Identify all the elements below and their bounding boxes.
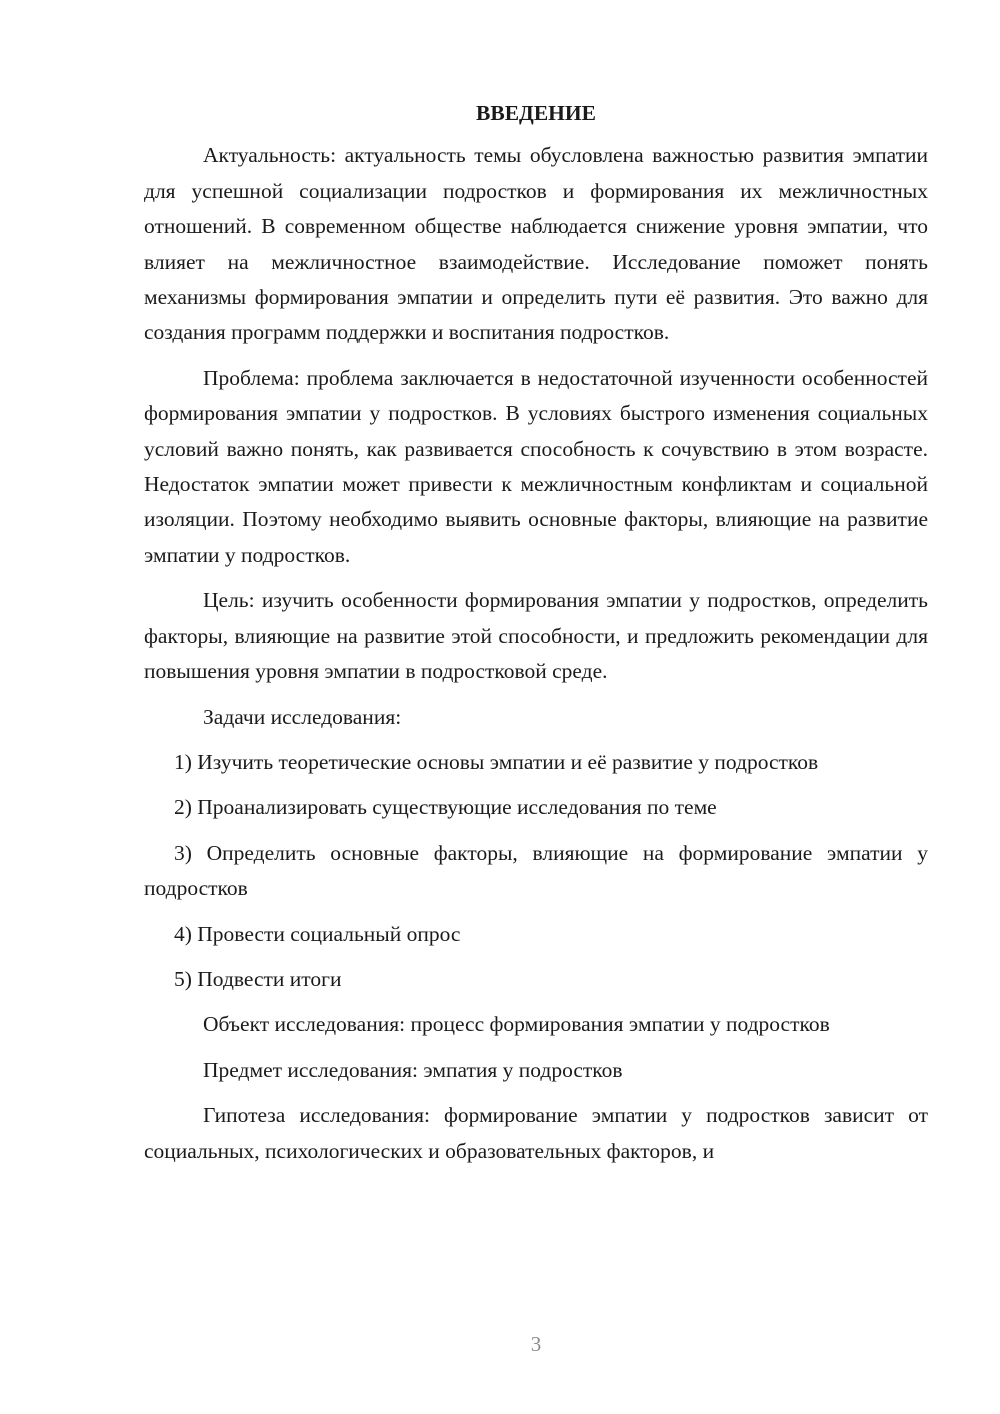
section-title: ВВЕДЕНИЕ xyxy=(476,101,596,125)
page-content xyxy=(144,96,928,1179)
task-item-1: 1) Изучить теоретические основы эмпатии и её развитие у подростков xyxy=(174,749,819,774)
research-object-paragraph: Объект исследования: процесс формирования эмпатии у подростков xyxy=(203,1012,830,1037)
research-subject-paragraph: Предмет исследования: эмпатия у подростков xyxy=(203,1057,623,1082)
relevance-paragraph: Актуальность: актуальность темы обусловлена важностью развития эмпатии для успешной социализации подростков и формирования их межличностных отношений. В современном обществе наблюдается снижение уровня эмпатии, что влияет на межличностное взаимодействие. Исследование поможет понять механизмы формирования эмпатии и определить пути её развития. Это важно для создания программ поддержки и воспитания подростков. xyxy=(144,143,928,345)
problem-paragraph: Проблема: проблема заключается в недостаточной изученности особенностей формирования эмпатии у подростков. В условиях быстрого изменения социальных условий важно понять, как развивается способность к сочувствию в этом возрасте. Недостаток эмпатии может привести к межличностным конфликтам и социальной изоляции. Поэтому необходимо выявить основные факторы, влияющие на развитие эмпатии у подростков. xyxy=(144,365,928,567)
task-item-4: 4) Провести социальный опрос xyxy=(174,921,461,946)
task-item-2: 2) Проанализировать существующие исследования по теме xyxy=(174,795,717,820)
tasks-heading: Задачи исследования: xyxy=(203,704,402,729)
task-item-3: 3) Определить основные факторы, влияющие на формирование эмпатии у подростков xyxy=(144,840,928,901)
task-item-5: 5) Подвести итоги xyxy=(174,966,342,991)
page-number: 3 xyxy=(530,1332,542,1356)
goal-paragraph: Цель: изучить особенности формирования эмпатии у подростков, определить факторы, влияющие на развитие этой способности, и предложить рекомендации для повышения уровня эмпатии в подростковой среде. xyxy=(144,588,928,684)
hypothesis-paragraph: Гипотеза исследования: формирование эмпатии у подростков зависит от социальных, психологических и образовательных факторов, и xyxy=(144,1103,928,1163)
